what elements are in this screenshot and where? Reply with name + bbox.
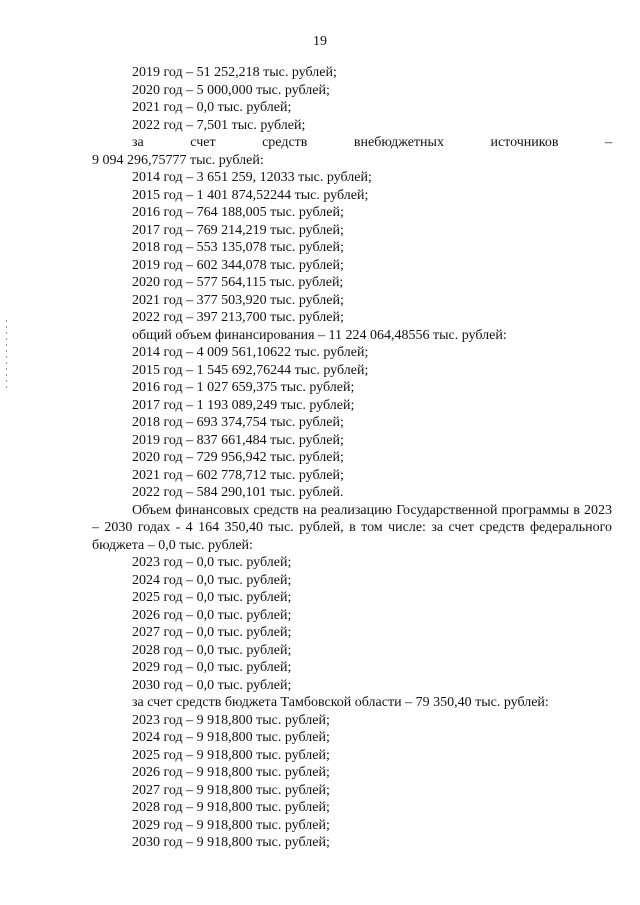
- year-line: 2026 год – 0,0 тыс. рублей;: [132, 607, 292, 623]
- year-line: 2030 год – 0,0 тыс. рублей;: [132, 677, 292, 693]
- year-line: 2022 год – 397 213,700 тыс. рублей;: [132, 310, 344, 325]
- year-line: 2018 год – 693 374,754 тыс. рублей;: [132, 415, 344, 430]
- year-line: 2017 год – 1 193 089,249 тыс. рублей;: [132, 397, 355, 413]
- year-line: 2019 год – 51 252,218 тыс. рублей;: [132, 65, 337, 80]
- year-line: 2014 год – 3 651 259, 12033 тыс. рублей;: [132, 170, 372, 185]
- year-line: 2023 год – 9 918,800 тыс. рублей;: [132, 712, 330, 728]
- year-line: 2027 год – 9 918,800 тыс. рублей;: [132, 782, 330, 798]
- total-years-list: [92, 344, 612, 502]
- year-line: 2014 год – 4 009 561,10622 тыс. рублей;: [132, 345, 369, 360]
- regional-years-list: [92, 712, 612, 852]
- year-line: 2030 год – 9 918,800 тыс. рублей;: [132, 835, 330, 850]
- year-line: 2015 год – 1 401 874,52244 тыс. рублей;: [132, 187, 369, 203]
- year-line: 2020 год – 577 564,115 тыс. рублей;: [132, 275, 344, 290]
- year-line: 2019 год – 837 661,484 тыс. рублей;: [132, 432, 344, 448]
- offbudget-word: счет: [190, 135, 216, 150]
- year-line: 2027 год – 0,0 тыс. рублей;: [132, 625, 292, 640]
- offbudget-word: –: [605, 135, 612, 150]
- document-body: [92, 64, 612, 852]
- year-line: 2022 год – 7,501 тыс. рублей;: [132, 117, 306, 133]
- offbudget-word: средств: [262, 135, 308, 150]
- year-line: 2022 год – 584 290,101 тыс. рублей.: [132, 485, 344, 500]
- year-line: 2024 год – 9 918,800 тыс. рублей;: [132, 730, 330, 745]
- year-line: 2015 год – 1 545 692,76244 тыс. рублей;: [132, 362, 369, 378]
- offbudget-word: источников: [490, 135, 559, 150]
- year-line: 2017 год – 769 214,219 тыс. рублей;: [132, 222, 344, 238]
- year-line: 2025 год – 0,0 тыс. рублей;: [132, 590, 292, 605]
- year-line: 2016 год – 1 027 659,375 тыс. рублей;: [132, 380, 355, 395]
- year-line: 2021 год – 0,0 тыс. рублей;: [132, 100, 292, 115]
- year-line: 2028 год – 0,0 тыс. рублей;: [132, 642, 292, 658]
- regional-heading: за счет средств бюджета Тамбовской области – 79 350,40 тыс. рублей:: [132, 695, 549, 710]
- offbudget-word: внебюджетных: [353, 135, 444, 150]
- offbudget-years-list: [92, 169, 612, 327]
- year-line: 2029 год – 0,0 тыс. рублей;: [132, 660, 292, 675]
- page-number: 19: [313, 34, 327, 49]
- total-heading: общий объем финансирования – 11 224 064,48556 тыс. рублей:: [132, 327, 507, 343]
- year-line: 2020 год – 5 000,000 тыс. рублей;: [132, 82, 330, 98]
- year-line: 2021 год – 602 778,712 тыс. рублей;: [132, 467, 344, 483]
- year-line: 2025 год – 9 918,800 тыс. рублей;: [132, 747, 330, 763]
- year-line: 2018 год – 553 135,078 тыс. рублей;: [132, 240, 344, 255]
- year-line: 2026 год – 9 918,800 тыс. рублей;: [132, 765, 330, 780]
- year-line: 2020 год – 729 956,942 тыс. рублей;: [132, 450, 344, 465]
- federal-2023-years-list: [92, 554, 612, 694]
- federal-years-list: [92, 64, 612, 134]
- year-line: 2028 год – 9 918,800 тыс. рублей;: [132, 800, 330, 815]
- margin-mark: [6, 320, 7, 390]
- offbudget-word: за: [132, 135, 144, 150]
- year-line: 2029 год – 9 918,800 тыс. рублей;: [132, 817, 330, 833]
- year-line: 2019 год – 602 344,078 тыс. рублей;: [132, 257, 344, 273]
- program-paragraph-2023: Объем финансовых средств на реализацию Государственной программы в 2023 – 2030 годах - 4 164 350,40 тыс. рублей, в том числе: за счет средств федерального бюджета – 0,0 тыс. рублей:: [92, 502, 612, 553]
- offbudget-heading: [92, 134, 612, 152]
- year-line: 2024 год – 0,0 тыс. рублей;: [132, 572, 292, 588]
- year-line: 2023 год – 0,0 тыс. рублей;: [132, 555, 292, 570]
- year-line: 2016 год – 764 188,005 тыс. рублей;: [132, 205, 344, 220]
- year-line: 2021 год – 377 503,920 тыс. рублей;: [132, 292, 344, 308]
- offbudget-total: 9 094 296,75777 тыс. рублей:: [92, 152, 264, 168]
